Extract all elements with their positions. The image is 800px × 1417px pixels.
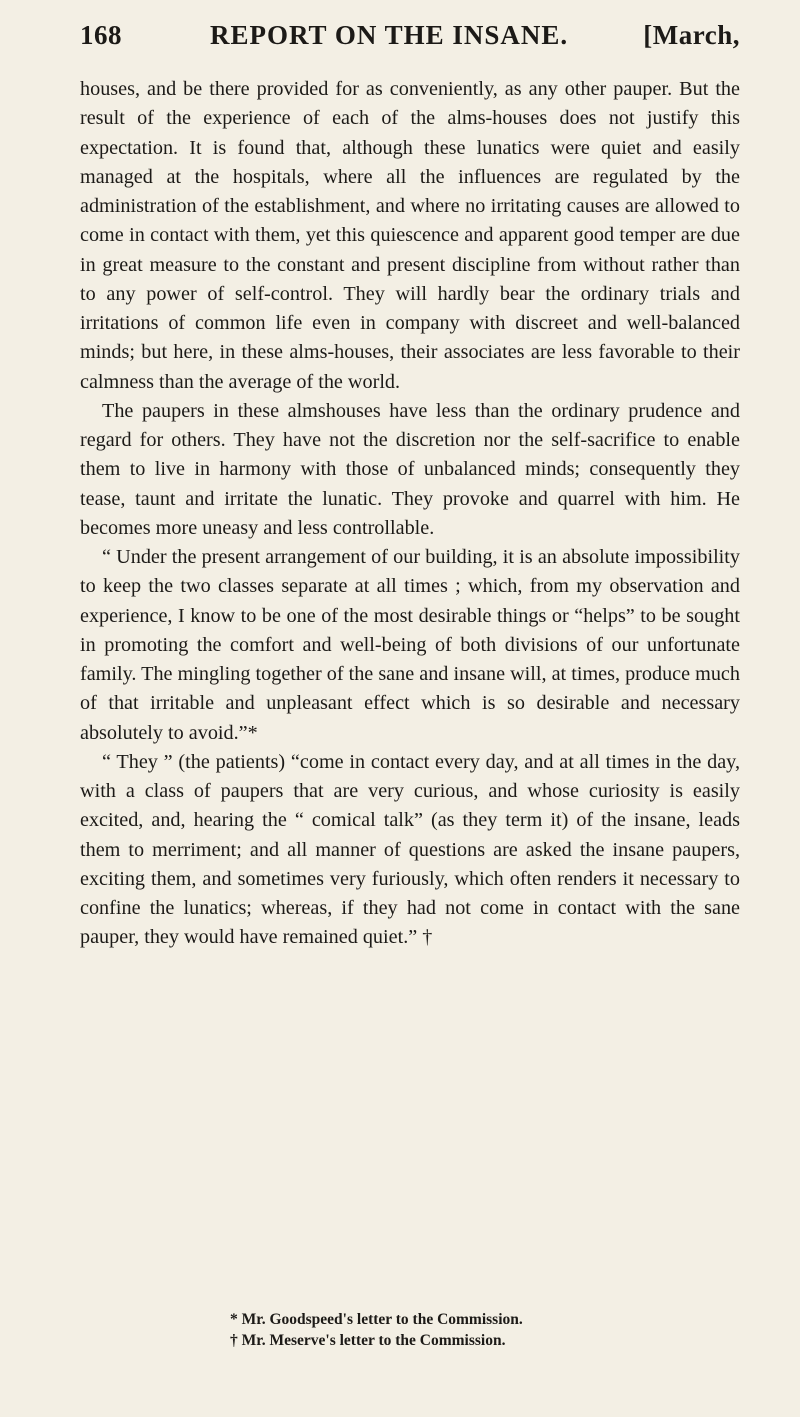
paragraph-quote-goodspeed: “ Under the present arrangement of our building, it is an absolute impossibility to keep the two classes separate at all times ; which, from my observation and experience, I know to be one of the most desirable things or “helps” to be sought in promoting the comfort and well-being of both divisions of our unfortunate family. The mingling together of the sane and insane will, at times, produce much of that irritable and unpleasant effect which is so desirable and necessary absolutely to avoid.”* bbox=[80, 546, 740, 744]
running-header bbox=[80, 20, 740, 56]
footnote-meserve: † Mr. Meserve's letter to the Commission. bbox=[230, 1332, 506, 1349]
page-number: 168 bbox=[80, 20, 122, 50]
body-text bbox=[80, 75, 740, 953]
footnote-goodspeed: * Mr. Goodspeed's letter to the Commission. bbox=[230, 1311, 523, 1328]
paragraph-paupers: The paupers in these almshouses have less than the ordinary prudence and regard for others. They have not the discretion nor the self-sacrifice to enable them to live in harmony with those of unbalanced minds; consequently they tease, taunt and irritate the lunatic. They provoke and quarrel with him. He becomes more uneasy and less controllable. bbox=[80, 399, 740, 539]
paragraph-quote-meserve: “ They ” (the patients) “come in contact every day, and at all times in the day, with a class of paupers that are very curious, and whose curiosity is easily excited, and, hearing the “ comical talk” (as they term it) of the insane, leads them to merriment; and all manner of questions are asked the insane paupers, exciting them, and sometimes very furiously, which often renders it necessary to confine the lunatics; whereas, if they had not come in contact with the sane pauper, they would have remained quiet.” † bbox=[80, 750, 740, 949]
footnotes bbox=[80, 1309, 740, 1351]
running-date: [March, bbox=[643, 20, 740, 50]
paragraph-continued: houses, and be there provided for as conveniently, as any other pauper. But the result of the experience of each of the alms-houses does not justify this expectation. It is found that, although these lunatics were quiet and easily managed at the hospitals, where all the influences are regulated by the administration of the establishment, and where no irritating causes are allowed to come in contact with them, yet this quiescence and apparent good temper are due in great measure to the constant and present discipline from without rather than to any power of self-control. They will hardly bear the ordinary trials and irritations of common life even in company with discreet and well-balanced minds; but here, in these alms-houses, their associates are less favorable to their calmness than the average of the world. bbox=[80, 78, 740, 393]
running-title: REPORT ON THE INSANE. bbox=[210, 20, 569, 50]
